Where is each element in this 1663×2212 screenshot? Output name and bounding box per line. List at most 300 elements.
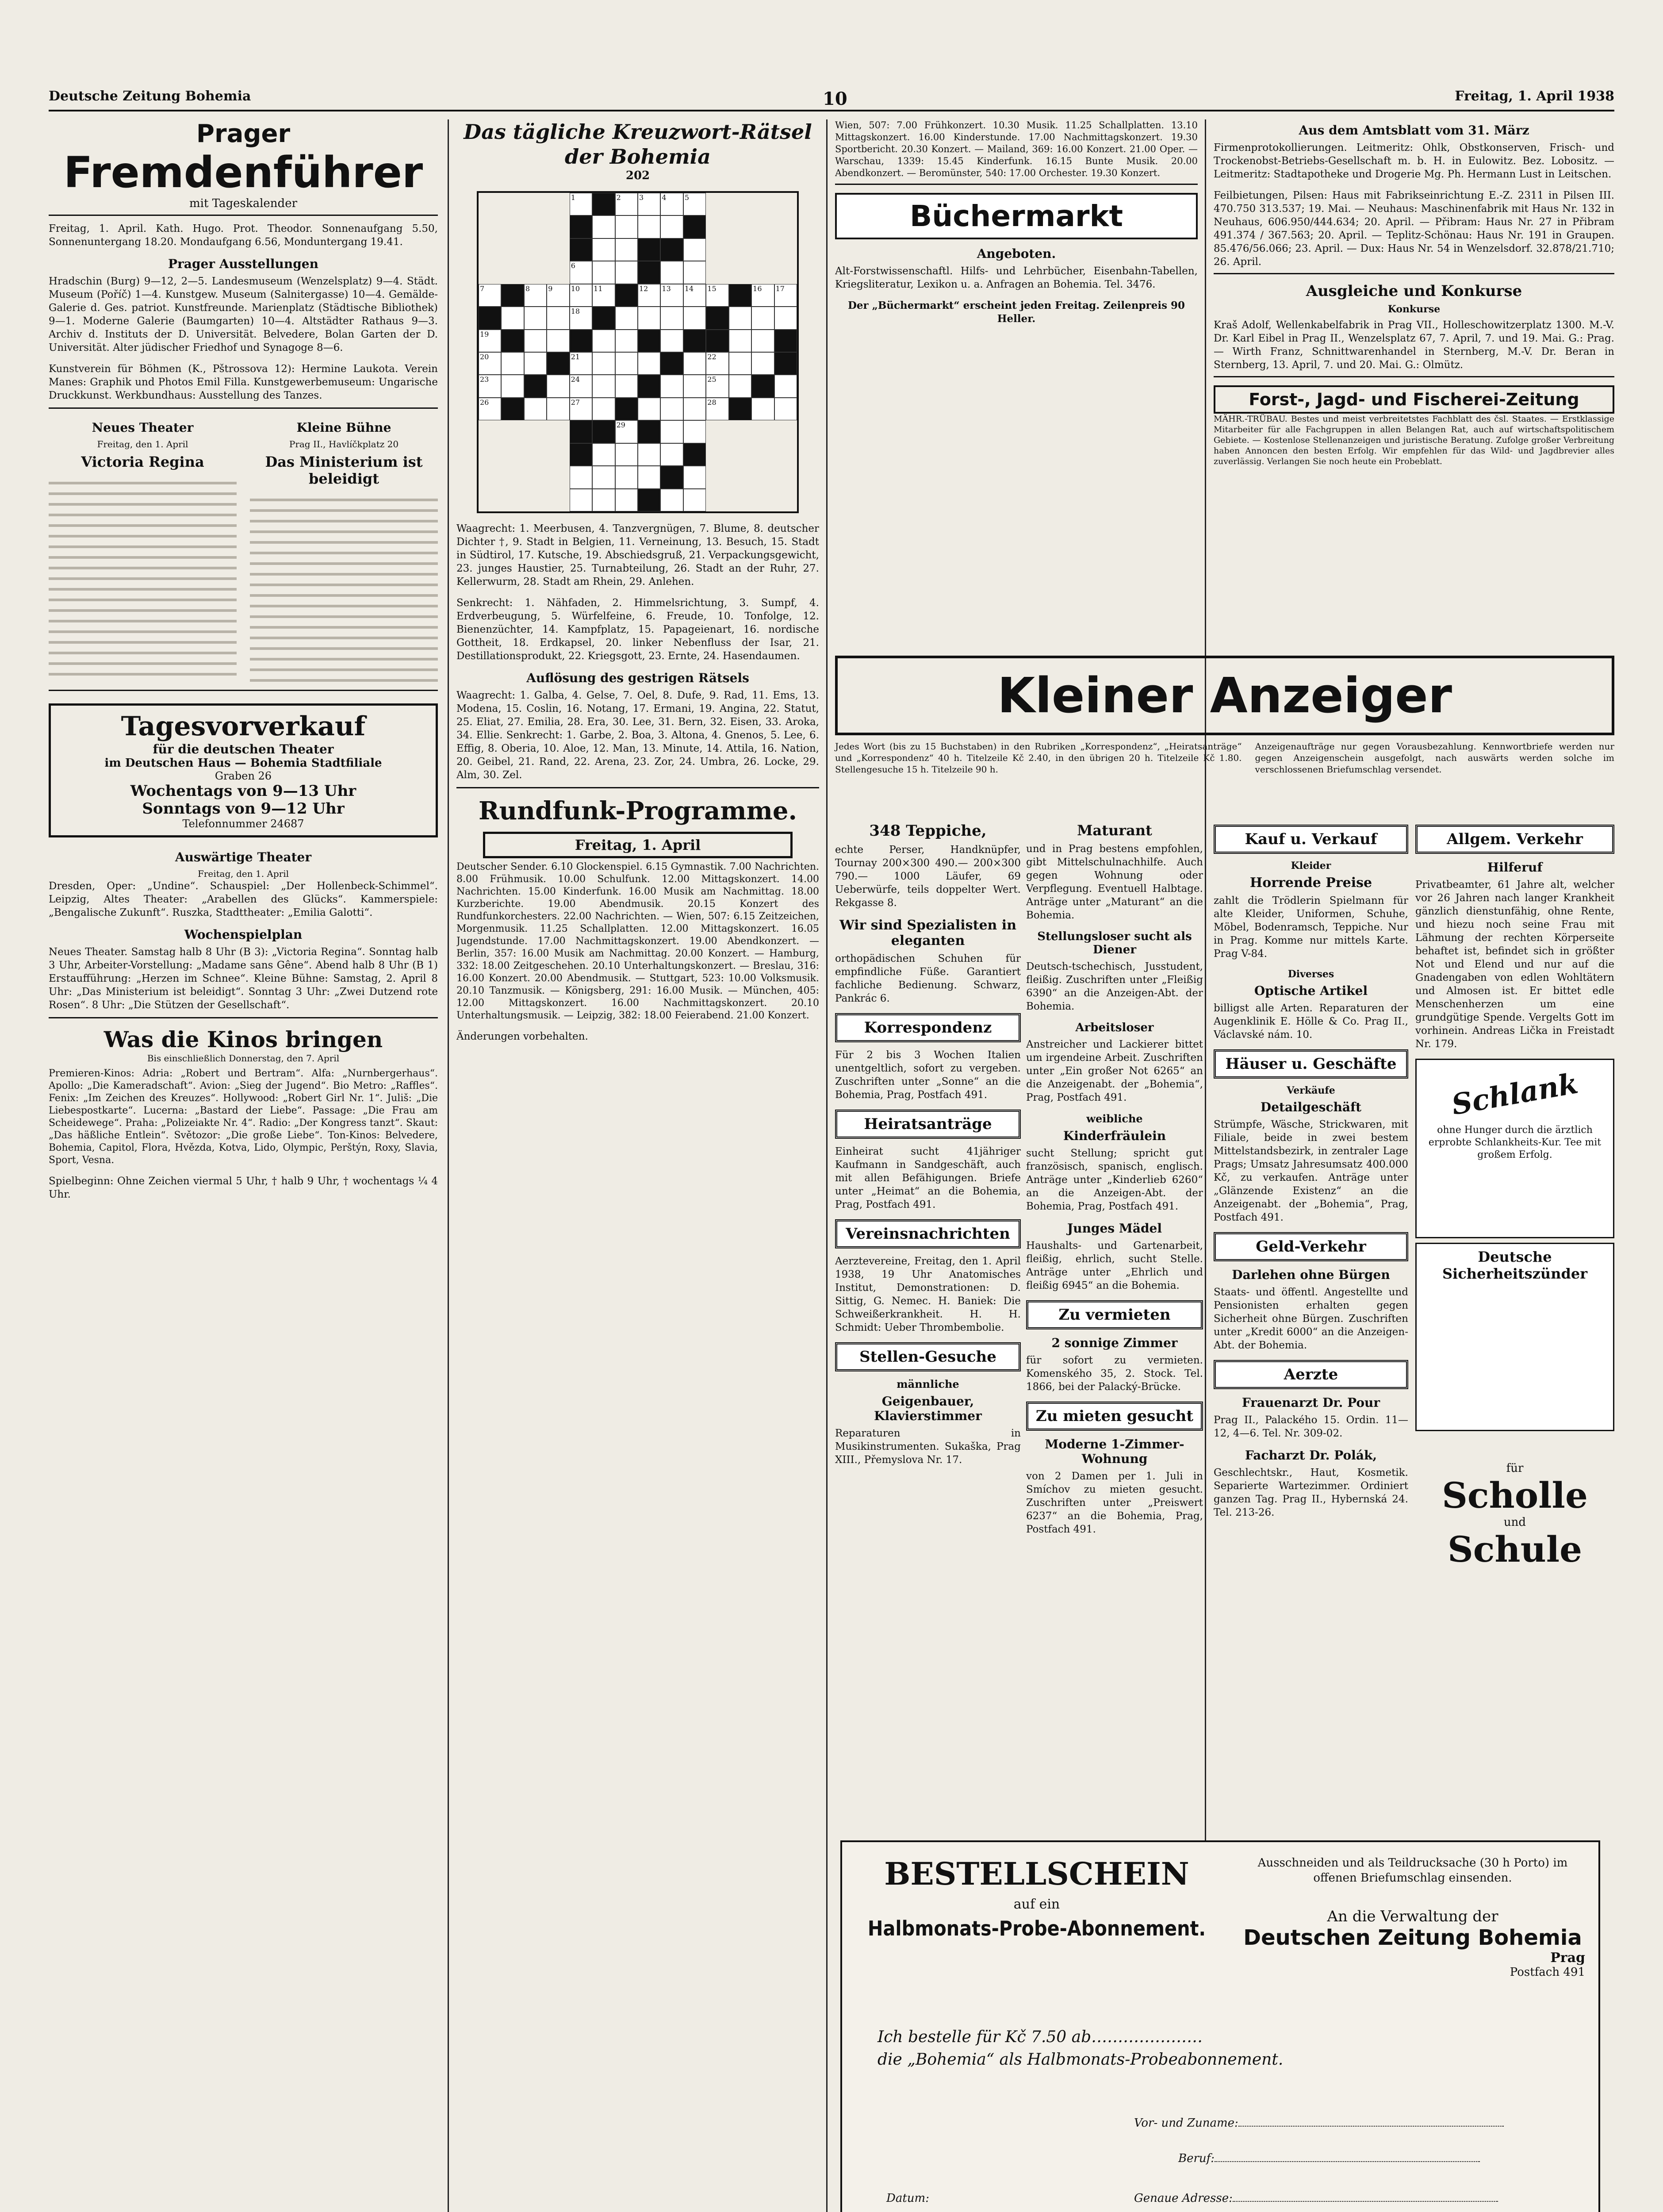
crossword-cell xyxy=(524,261,547,284)
crossword-cell-number: 21 xyxy=(571,352,580,361)
konkurse-subheading: Konkurse xyxy=(1387,303,1441,315)
crossword-cell xyxy=(774,352,797,375)
crossword-cell xyxy=(706,238,728,261)
neues-theater xyxy=(49,417,237,685)
order-line-2: die „Bohemia“ als Halbmonats-Probeabonnement. xyxy=(877,2051,1284,2069)
crossword-cell xyxy=(524,330,547,352)
crossword-cell xyxy=(524,193,547,215)
crossword-cell xyxy=(615,261,638,284)
sicherheit-ad xyxy=(1415,1243,1614,1431)
crossword-cell-number: 23 xyxy=(480,375,489,384)
crossword-waagrecht: Waagrecht: 1. Meerbusen, 4. Tanzvergnügen, 7. Blume, 8. deutscher Dichter †, 9. Stadt in Belgien, 11. Verneinung, 13. Besuch, 15. Stadt in Südtirol, 17. Kutsche, 19. Abschiedsgruß, 21. Verpackungsgewicht, 23. junges Haustier, 25. Turnabteilung, 26. Stadt an der Ruhr, 27. Kellerwurm, 28. Stadt am Rhein, 29. Anlehen. xyxy=(456,523,819,588)
guide-subtitle: mit Tageskalender xyxy=(49,197,438,216)
crossword-cell xyxy=(706,489,728,511)
crossword-cell xyxy=(660,307,683,329)
crossword-cell xyxy=(683,466,706,488)
crossword-cell xyxy=(660,352,683,375)
bestellschein-left xyxy=(851,1855,1222,1940)
stellen-heading: Stellen-Gesuche xyxy=(835,1342,1021,1371)
crossword-cell xyxy=(592,238,615,261)
crossword-cell xyxy=(729,489,751,511)
column-divider xyxy=(826,119,828,2212)
crossword-cell xyxy=(660,489,683,511)
crossword-cell xyxy=(501,466,524,488)
forst-title: Forst-, Jagd- und Fischerei-Zeitung xyxy=(1214,385,1614,414)
crossword-cell xyxy=(660,284,683,307)
beruf-field[interactable] xyxy=(1178,2152,1480,2165)
maturant-text: und in Prag bestens empfohlen, gibt Mittelschulnachhilfe. Auch gegen Wohnung oder Verpflegung. Eventuell Halbtage. Anträge unter „Maturant“ an die Bohemia. xyxy=(1026,843,1203,921)
crossword-cell xyxy=(547,352,569,375)
auswaertige-date: Freitag, den 1. April xyxy=(197,868,289,879)
crossword-cell xyxy=(501,330,524,352)
crossword-cell xyxy=(683,284,706,307)
weibliche-heading: weibliche xyxy=(1086,1112,1143,1125)
crossword-cell xyxy=(660,420,683,443)
hilferuf-text: Privatbeamter, 61 Jahre alt, welcher vor 26 Jahren nach langer Krankheit gänzlich dienstunfähig, ohne Rente, und hiezu noch seine Frau mit Lähmung der rechten Körperseite behaftet ist, befindet sich in größter Not und Elend und nur auf die Gnadengaben von edlen Wohltätern und Almosen ist. Er bittet edle Menschenherzen um eine grundgütige Spende. Vergelts Gott im vorhinein. Andreas Lička in Freistadt Nr. 179. xyxy=(1415,879,1614,1050)
crossword-cell xyxy=(638,193,660,215)
crossword-cell xyxy=(547,215,569,238)
crossword-cell xyxy=(547,466,569,488)
crossword-cell xyxy=(592,352,615,375)
crossword-cell xyxy=(683,215,706,238)
exhibits-heading: Prager Ausstellungen xyxy=(168,257,318,271)
schule-word: Schule xyxy=(1447,1528,1583,1570)
crossword-cell xyxy=(524,307,547,329)
crossword-cell xyxy=(638,330,660,352)
crossword-cell xyxy=(592,284,615,307)
radio-continued: Wien, 507: 7.00 Frühkonzert. 10.30 Musik. 11.25 Schallplatten. 13.10 Mittagskonzert. 16.00 Kinderstunde. 17.00 Nachmittagskonzert. 19.30 Sportbericht. 20.30 Konzert. — Mailand, 369: 16.00 Konzert. 21.00 Oper. — Warschau, 1339: 15.45 Kinderfunk. 16.15 Bunte Musik. 20.00 Abendkonzert. — Beromünster, 540: 17.00 Orchester. 19.30 Konzert. xyxy=(835,119,1198,185)
crossword-cell xyxy=(570,420,592,443)
masthead-page-number: 10 xyxy=(823,88,847,109)
zimmer-text: für sofort zu vermieten. Komenského 35, 2. Stock. Tel. 1866, bei der Palacký-Brücke. xyxy=(1026,1355,1203,1393)
crossword-cell-number: 13 xyxy=(662,284,671,293)
heirat-text: Einheirat sucht 41jähriger Kaufmann in Sandgeschäft, auch mit allen Befähigungen. Briefe unter „Heimat“ an die Bohemia, Prag, Postfach 491. xyxy=(835,1146,1021,1210)
crossword-cell xyxy=(729,352,751,375)
bestellschein-postfach: Postfach 491 xyxy=(1510,1966,1585,1979)
crossword-cell xyxy=(547,284,569,307)
crossword-cell xyxy=(729,398,751,420)
crossword-cell xyxy=(479,489,501,511)
crossword-cell xyxy=(638,420,660,443)
crossword-cell-number: 2 xyxy=(616,193,621,202)
bestellschein-form xyxy=(840,1840,1600,2212)
crossword-cell xyxy=(706,307,728,329)
crossword-cell xyxy=(570,443,592,466)
cast-list-placeholder xyxy=(49,474,237,677)
crossword-cell xyxy=(774,261,797,284)
crossword-cell xyxy=(547,193,569,215)
bestellschein-order xyxy=(877,2028,1563,2069)
buechermarkt-note: Der „Büchermarkt“ erscheint jeden Freitag. Zeilenpreis 90 Heller. xyxy=(847,300,1185,325)
geld-heading: Geld-Verkehr xyxy=(1214,1232,1408,1261)
crossword-cell xyxy=(706,420,728,443)
crossword-cell xyxy=(592,489,615,511)
crossword-cell xyxy=(638,284,660,307)
crossword-cell xyxy=(706,330,728,352)
crossword-cell-number: 4 xyxy=(662,193,667,202)
crossword-cell xyxy=(524,375,547,397)
vermieten-heading: Zu vermieten xyxy=(1026,1300,1203,1329)
vorverkauf-line: Sonntags von 9—12 Uhr xyxy=(142,800,345,818)
column-fremdenfuehrer xyxy=(49,119,438,2212)
junges-heading: Junges Mädel xyxy=(1067,1221,1162,1236)
amtsblatt-heading: Aus dem Amtsblatt vom 31. März xyxy=(1299,123,1529,138)
crossword-cell xyxy=(660,238,683,261)
crossword-cell xyxy=(706,375,728,397)
crossword-cell xyxy=(683,398,706,420)
crossword-cell xyxy=(683,375,706,397)
buechermarkt-text: Alt-Forstwissenschaftl. Hilfs- und Lehrbücher, Eisenbahn-Tabellen, Kriegsliteratur, Lexikon u. a. Anfragen an Bohemia. Tel. 3476. xyxy=(835,265,1198,290)
vorverkauf-line: Telefonnummer 24687 xyxy=(182,818,304,830)
crossword-cell xyxy=(751,420,774,443)
calendar-text: Freitag, 1. April. Kath. Hugo. Prot. Theodor. Sonnenaufgang 5.50, Sonnenuntergang 18.20. Mondaufgang 6.56, Monduntergang 19.41. xyxy=(49,223,438,248)
crossword-cell xyxy=(570,398,592,420)
crossword-cell-number: 6 xyxy=(571,261,575,270)
crossword-cell xyxy=(660,193,683,215)
crossword-cell-number: 18 xyxy=(571,307,580,316)
crossword-cell-number: 26 xyxy=(480,398,489,407)
bestellschein-note: Ausschneiden und als Teildrucksache (30 h Porto) im offenen Briefumschlag einsenden. xyxy=(1257,1856,1568,1885)
crossword-cell xyxy=(615,193,638,215)
kinder-heading: Kinderfräulein xyxy=(1063,1129,1166,1143)
crossword-cell xyxy=(570,193,592,215)
datum-label: Datum: xyxy=(886,2192,929,2205)
darlehen-heading: Darlehen ohne Bürgen xyxy=(1232,1267,1390,1282)
crossword-cell xyxy=(570,284,592,307)
crossword-cell xyxy=(547,489,569,511)
spezialisten-heading: Wir sind Spezialisten in eleganten xyxy=(839,918,1017,949)
crossword-cell xyxy=(592,375,615,397)
sicherheit-title: Deutsche Sicherheitszünder xyxy=(1442,1248,1588,1282)
detail-heading: Detailgeschäft xyxy=(1260,1100,1362,1114)
crossword-cell xyxy=(615,307,638,329)
crossword-cell-number: 17 xyxy=(775,284,785,293)
crossword-cell xyxy=(501,307,524,329)
crossword-cell xyxy=(479,352,501,375)
crossword-cell xyxy=(683,443,706,466)
name-label: Vor- und Zuname: xyxy=(1134,2116,1238,2130)
bestellschein-an-die: An die Verwaltung der xyxy=(1327,1908,1498,1925)
crossword-cell xyxy=(683,238,706,261)
crossword-cell xyxy=(570,307,592,329)
crossword-cell xyxy=(683,330,706,352)
crossword-cell-number: 8 xyxy=(525,284,530,293)
name-input-line[interactable] xyxy=(1238,2126,1504,2127)
crossword-cell xyxy=(683,307,706,329)
crossword-cell xyxy=(479,238,501,261)
neues-theater-heading: Neues Theater xyxy=(92,420,194,435)
crossword-cell xyxy=(479,284,501,307)
spezialisten-text: orthopädischen Schuhen für empfindliche Füße. Garantiert fachliche Bedienung. Schwarz, Pankrác 6. xyxy=(835,953,1021,1004)
crossword-cell xyxy=(592,420,615,443)
crossword-cell xyxy=(615,443,638,466)
crossword-cell xyxy=(524,398,547,420)
aufloesung-text: Waagrecht: 1. Galba, 4. Gelse, 7. Oel, 8. Dufe, 9. Rad, 11. Ems, 13. Modena, 15. Coslin, 16. Notang, 17. Ermani, 19. Angina, 22. Statut, 25. Eliat, 27. Emilia, 28. Era, 30. Lee, 31. Bern, 32. Eisen, 33. Aroka, 34. Ellie. Senkrecht: 1. Garbe, 2. Boa, 3. Altona, 4. Gnenos, 5. Lee, 6. Effig, 8. Oberia, 10. Aloe, 12. Man, 13. Minute, 14. Attila, 16. Nation, 20. Geibel, 21. Rand, 22. Arena, 23. Zor, 24. Umbra, 26. Locke, 29. Alm, 30. Zel. xyxy=(456,689,819,788)
bestellschein-zeitung: Deutschen Zeitung Bohemia xyxy=(1243,1925,1582,1950)
crossword-cell xyxy=(660,466,683,488)
crossword-cell xyxy=(774,375,797,397)
scholle-word: Scholle xyxy=(1442,1475,1588,1516)
crossword-cell xyxy=(524,443,547,466)
crossword-cell xyxy=(706,352,728,375)
kinos-heading: Was die Kinos bringen xyxy=(103,1026,383,1052)
crossword-cell xyxy=(638,307,660,329)
stellung-heading: Stellungsloser sucht als Diener xyxy=(1037,930,1192,956)
crossword-cell xyxy=(774,307,797,329)
scholle-top: für xyxy=(1506,1462,1524,1475)
beruf-label: Beruf: xyxy=(1178,2152,1215,2165)
kleine-buehne-heading: Kleine Bühne xyxy=(296,420,391,435)
bestellschein-auf: auf ein xyxy=(1013,1897,1060,1912)
maennlich-heading: männliche xyxy=(897,1378,959,1390)
scholle-schule-ad xyxy=(1415,1458,1614,1575)
crossword-cell xyxy=(592,443,615,466)
crossword-cell xyxy=(592,398,615,420)
crossword-cell xyxy=(479,307,501,329)
buechermarkt-title: Büchermarkt xyxy=(835,193,1198,239)
column-divider xyxy=(448,119,449,2212)
name-field[interactable] xyxy=(1134,2116,1504,2130)
bestellschein-prag: Prag xyxy=(1550,1950,1585,1966)
crossword-cell xyxy=(547,398,569,420)
order-line: Ich bestelle für Kč 7.50 ab………………… xyxy=(877,2028,1203,2046)
crossword-cell xyxy=(479,466,501,488)
crossword-cell xyxy=(524,238,547,261)
neues-theater-play: Victoria Regina xyxy=(81,453,204,470)
crossword-cell xyxy=(615,420,638,443)
crossword-cell xyxy=(501,261,524,284)
crossword-cell xyxy=(774,466,797,488)
crossword-cell xyxy=(706,215,728,238)
rundfunk-footer: Änderungen vorbehalten. xyxy=(456,1031,588,1042)
crossword-cell-number: 7 xyxy=(480,284,485,293)
schlank-ad xyxy=(1415,1059,1614,1238)
crossword-cell-number: 12 xyxy=(639,284,648,293)
crossword-cell xyxy=(774,284,797,307)
crossword-cell xyxy=(638,398,660,420)
cast-list-placeholder xyxy=(250,491,438,685)
crossword-cell-number: 28 xyxy=(707,398,717,407)
crossword-cell xyxy=(774,420,797,443)
crossword-cell xyxy=(774,238,797,261)
crossword-cell-number: 20 xyxy=(480,352,489,361)
ads-column-c xyxy=(1214,818,1408,1836)
crossword-cell xyxy=(615,238,638,261)
optische-heading: Optische Artikel xyxy=(1254,983,1368,998)
crossword-cell xyxy=(660,375,683,397)
crossword-cell-number: 9 xyxy=(548,284,553,293)
crossword-cell xyxy=(501,352,524,375)
crossword-cell-number: 29 xyxy=(616,421,625,430)
kinos-footer: Spielbeginn: Ohne Zeichen viermal 5 Uhr, † halb 9 Uhr, † wochentags ¼ 4 Uhr. xyxy=(49,1175,438,1200)
rundfunk-date: Freitag, 1. April xyxy=(575,837,701,853)
crossword-cell xyxy=(774,330,797,352)
crossword-cell xyxy=(774,193,797,215)
schlank-text: ohne Hunger durch die ärztlich erprobte Schlankheits-Kur. Tee mit großem Erfolg. xyxy=(1428,1125,1602,1160)
verein-text: Aerztevereine, Freitag, den 1. April 1938, 19 Uhr Anatomisches Institut, Demonstrationen: D. Sittig, G. Nemec. H. Baniek: Die Schweißerkrankheit. H. H. Schmidt: Ueber Thrombembolie. xyxy=(835,1256,1021,1333)
crossword-cell xyxy=(501,238,524,261)
crossword-cell xyxy=(524,466,547,488)
zimmer-heading: 2 sonnige Zimmer xyxy=(1051,1336,1178,1350)
crossword-cell xyxy=(729,466,751,488)
crossword-cell xyxy=(479,375,501,397)
darlehen-text: Staats- und öffentl. Angestellte und Pensionisten erhalten gegen Sicherheit ohne Bürgen. Zuschriften unter „Kredit 6000“ an die Anzeigen-Abt. der Bohemia. xyxy=(1214,1286,1408,1351)
guide-kicker: Prager xyxy=(196,119,291,148)
detail-text: Strümpfe, Wäsche, Strickwaren, mit Filiale, beide in zwei bestem Mittelstandsbezirk, in zentraler Lage Prags; Umsatz Jahresumsatz 400.000 Kč, zu verkaufen. Anträge unter „Glänzende Existenz“ an die Anzeigenabt. der „Bohemia“, Prag, Postfach 491. xyxy=(1214,1119,1408,1223)
crossword-cell-number: 1 xyxy=(571,193,575,202)
crossword-cell xyxy=(706,443,728,466)
stellung-text: Deutsch-tschechisch, Jusstudent, fleißig. Zuschriften unter „Fleißig 6390“ an die Anzeigen-Abt. der Bohemia. xyxy=(1026,961,1203,1012)
crossword-cell xyxy=(751,307,774,329)
verein-heading: Vereinsnachrichten xyxy=(835,1219,1021,1248)
crossword-cell xyxy=(706,466,728,488)
kleiner-anzeiger-section xyxy=(835,650,1614,783)
haeuser-heading: Häuser u. Geschäfte xyxy=(1214,1049,1408,1079)
crossword-cell xyxy=(570,489,592,511)
und-word: und xyxy=(1503,1516,1526,1529)
wochenspielplan-heading: Wochenspielplan xyxy=(184,927,303,942)
crossword-cell xyxy=(547,307,569,329)
kinos-subheading: Bis einschließlich Donnerstag, den 7. April xyxy=(147,1053,340,1064)
crossword-cell xyxy=(570,261,592,284)
crossword-cell xyxy=(547,420,569,443)
crossword-cell-number: 16 xyxy=(753,284,762,293)
crossword-cell xyxy=(751,261,774,284)
teppiche-heading: 348 Teppiche, xyxy=(869,822,987,840)
crossword-cell xyxy=(638,238,660,261)
crossword-cell xyxy=(706,284,728,307)
crossword-cell-number: 27 xyxy=(571,398,580,407)
crossword-cell-number: 14 xyxy=(684,284,694,293)
crossword-cell xyxy=(547,443,569,466)
crossword-cell xyxy=(592,215,615,238)
crossword-senkrecht: Senkrecht: 1. Nähfaden, 2. Himmelsrichtung, 3. Sumpf, 4. Erdverbeugung, 5. Würfelfeine, 6. Freude, 10. Tonfolge, 12. Bienenzüchter, 14. Kampfplatz, 15. Papageienart, 16. nordische Gottheit, 18. Erdkapsel, 20. linker Nebenfluss der Isar, 21. Destillationsprodukt, 22. Kriegsgott, 23. Ernte, 24. Hasendaumen. xyxy=(456,597,819,662)
ads-column-a xyxy=(835,818,1021,1827)
crossword-cell xyxy=(501,489,524,511)
auswaertige-heading: Auswärtige Theater xyxy=(175,850,312,864)
kunstverein-text: Kunstverein für Böhmen (K., Pštrossova 12): Hermine Laukota. Verein Manes: Graphik und Photos Emil Filla. Kunstgewerbemuseum: Ungarische Druckkunst. Werkbundhaus: Ausstellung des Tanzes. xyxy=(49,362,438,409)
schlank-title: Schlank xyxy=(1449,1067,1581,1122)
crossword-cell-number: 10 xyxy=(571,284,580,293)
crossword-cell xyxy=(638,215,660,238)
datum-field[interactable] xyxy=(886,2192,929,2205)
intro-right: Anzeigenaufträge nur gegen Vorausbezahlung. Kennwortbriefe werden nur gegen Anzeigenschein ausgefolgt, nach auswärts werden solche im verschlossenen Briefumschlag versendet. xyxy=(1255,741,1614,775)
facharzt-text: Geschlechtskr., Haut, Kosmetik. Separierte Wartezimmer. Ordiniert ganzen Tag. Prag II., Hybernská 24. Tel. 213-26. xyxy=(1214,1467,1408,1518)
crossword-cell-number: 3 xyxy=(639,193,644,202)
crossword-cell xyxy=(729,284,751,307)
rundfunk-text: Deutscher Sender. 6.10 Glockenspiel. 6.15 Gymnastik. 7.00 Nachrichten. 8.00 Frühmusik. 10.00 Schulfunk. 12.00 Mittagskonzert. 14.00 Nachrichten. 15.00 Kinderfunk. 16.00 Musik am Nachmittag. 18.00 Kurzberichte. 19.00 Abendmusik. 20.15 Konzert des Rundfunkorchesters. 22.00 Nachrichten. — Wien, 507: 6.15 Zeitzeichen, Morgenmusik. 11.25 Schallplatten. 12.00 Mittagskonzert. 16.05 Jugendstunde. 17.00 Nachmittagskonzert. 19.00 Abendkonzert. — Berlin, 357: 16.00 Musik am Nachmittag. 20.00 Konzert. — Hamburg, 332: 18.00 Zeitgeschehen. 20.10 Unterhaltungskonzert. — Breslau, 316: 16.00 Konzert. 20.00 Abendmusik. — Stuttgart, 523: 10.00 Volksmusik. 20.10 Tanzmusik. — Königsberg, 291: 16.00 Musik. — München, 405: 12.00 Mittagskonzert. 16.00 Nachmittagskonzert. 20.10 Unterhaltungsmusik. — Leipzig, 382: 18.00 Feierabend. 21.00 Konzert. xyxy=(456,861,819,1021)
crossword-cell xyxy=(751,193,774,215)
crossword-cell xyxy=(638,375,660,397)
crossword-cell xyxy=(774,215,797,238)
ads-column-d xyxy=(1415,818,1614,1836)
hilferuf-heading: Hilferuf xyxy=(1487,860,1543,875)
geigen-heading: Geigenbauer, Klavierstimmer xyxy=(874,1394,982,1423)
crossword-cell xyxy=(592,193,615,215)
crossword-cell xyxy=(729,215,751,238)
crossword-cell xyxy=(524,420,547,443)
crossword-cell xyxy=(547,375,569,397)
adresse-input-line[interactable] xyxy=(1233,2201,1498,2202)
allgemein-heading: Allgem. Verkehr xyxy=(1415,825,1614,854)
crossword-cell xyxy=(615,375,638,397)
intro-left: Jedes Wort (bis zu 15 Buchstaben) in den Rubriken „Korrespondenz“, „Heiratsanträge“ und „Korrespondenz“ 40 h. Titelzeile Kč 2.40, in den übrigen 20 h. Titelzeile Kč 1.80. Stellengesuche 15 h. Titelzeile 90 h. xyxy=(835,741,1242,775)
crossword-cell-number: 24 xyxy=(571,375,580,384)
crossword-cell xyxy=(570,330,592,352)
crossword-cell xyxy=(615,215,638,238)
crossword-cell xyxy=(524,215,547,238)
zumieten-heading: Zu mieten gesucht xyxy=(1026,1402,1203,1431)
kleiner-anzeiger-title: Kleiner Anzeiger xyxy=(835,656,1614,735)
vorverkauf-title: Tagesvorverkauf xyxy=(121,711,366,742)
crossword-cell-number: 5 xyxy=(684,193,690,202)
crossword-cell xyxy=(501,398,524,420)
crossword-cell xyxy=(479,330,501,352)
frauenarzt-text: Prag II., Palackého 15. Ordin. 11—12, 4—6. Tel. Nr. 309-02. xyxy=(1214,1414,1408,1439)
crossword-cell xyxy=(524,284,547,307)
crossword-cell xyxy=(660,398,683,420)
amtsblatt-text: Firmenprotokollierungen. Leitmeritz: Ohlk, Obstkonserven, Frisch- und Trockenobst-Betriebs-Gesellschaft m. b. H. in Eulowitz. Bez. Lobositz. — Leitmeritz: Stadtapotheke und Drogerie Mg. Ph. Hermann Lust in Leitschen. xyxy=(1214,142,1614,180)
crossword-cell xyxy=(751,489,774,511)
column-amtsblatt xyxy=(1214,119,1614,637)
preise-heading: Horrende Preise xyxy=(1249,875,1372,891)
kleider-heading: Kleider xyxy=(1291,860,1331,872)
crossword-cell xyxy=(729,420,751,443)
ads-column-b xyxy=(1026,818,1203,1827)
beruf-input-line[interactable] xyxy=(1215,2161,1480,2162)
crossword-cell xyxy=(683,193,706,215)
aerzte-heading: Aerzte xyxy=(1214,1360,1408,1389)
feilbietungen-text: Feilbietungen, Pilsen: Haus mit Fabrikseinrichtung E.-Z. 2311 in Pilsen III. 470.750 313.537; 19. Mai. — Neuhaus: Maschinenfabrik mit Haus Nr. 132 in Neuhaus, 606.950/444.634; 20. April. — Přibram: Haus Nr. 27 in Přibram 491.374 / 367.563; 20. April. — Teplitz-Schönau: Haus Nr. 191 in Graupen. 85.476/56.066; 23. April. — Dux: Haus Nr. 54 in Wenzelsdorf. 32.878/21.710; 26. April. xyxy=(1214,189,1614,274)
crossword-cell xyxy=(729,330,751,352)
bestellschein-title: BESTELLSCHEIN xyxy=(884,1855,1189,1892)
wochenspielplan-text: Neues Theater. Samstag halb 8 Uhr (B 3): „Victoria Regina“. Sonntag halb 3 Uhr, Arbeiter-Vorstellung: „Madame sans Gêne“. Abend halb 8 Uhr (B 1) Erstaufführung: „Herzen im Schnee“. Kleine Bühne: Samstag, 2. April 8 Uhr: „Das Ministerium ist beleidigt“. Sonntag 3 Uhr: „Zwei Dutzend rote Rosen“. 8 Uhr: „Die Stützen der Gesellschaft“. xyxy=(49,945,438,1018)
crossword-cell xyxy=(615,489,638,511)
crossword-grid xyxy=(477,191,799,513)
junges-text: Haushalts- und Gartenarbeit, fleißig, ehrlich, sucht Stelle. Anträge unter „Ehrlich und fleißig 6945“ an die Bohemia. xyxy=(1026,1240,1203,1291)
kauf-heading: Kauf u. Verkauf xyxy=(1214,825,1408,854)
kleine-buehne xyxy=(250,417,438,685)
crossword-cell xyxy=(638,489,660,511)
crossword-cell xyxy=(729,375,751,397)
crossword-cell xyxy=(592,466,615,488)
neues-theater-date: Freitag, den 1. April xyxy=(97,439,188,449)
frauenarzt-heading: Frauenarzt Dr. Pour xyxy=(1242,1395,1380,1410)
verkaeufe-heading: Verkäufe xyxy=(1287,1085,1335,1096)
crossword-cell xyxy=(683,489,706,511)
adresse-field[interactable] xyxy=(1134,2192,1498,2205)
crossword-cell xyxy=(660,443,683,466)
masthead xyxy=(49,88,1614,111)
crossword-cell xyxy=(751,215,774,238)
heirat-heading: Heiratsanträge xyxy=(835,1110,1021,1139)
crossword-cell xyxy=(660,215,683,238)
crossword-cell xyxy=(638,352,660,375)
column-kreuzwort-rundfunk xyxy=(456,119,819,2212)
facharzt-heading: Facharzt Dr. Polák, xyxy=(1245,1448,1377,1463)
crossword-cell xyxy=(592,261,615,284)
crossword-cell xyxy=(729,307,751,329)
crossword-cell xyxy=(638,261,660,284)
aufloesung-heading: Auflösung des gestrigen Rätsels xyxy=(526,671,749,685)
vorverkauf-line: für die deutschen Theater xyxy=(153,742,334,757)
crossword-cell xyxy=(638,443,660,466)
crossword-cell xyxy=(706,398,728,420)
crossword-cell xyxy=(615,330,638,352)
crossword-number: 202 xyxy=(625,169,650,182)
crossword-cell xyxy=(524,489,547,511)
masthead-date: Freitag, 1. April 1938 xyxy=(1455,88,1614,104)
